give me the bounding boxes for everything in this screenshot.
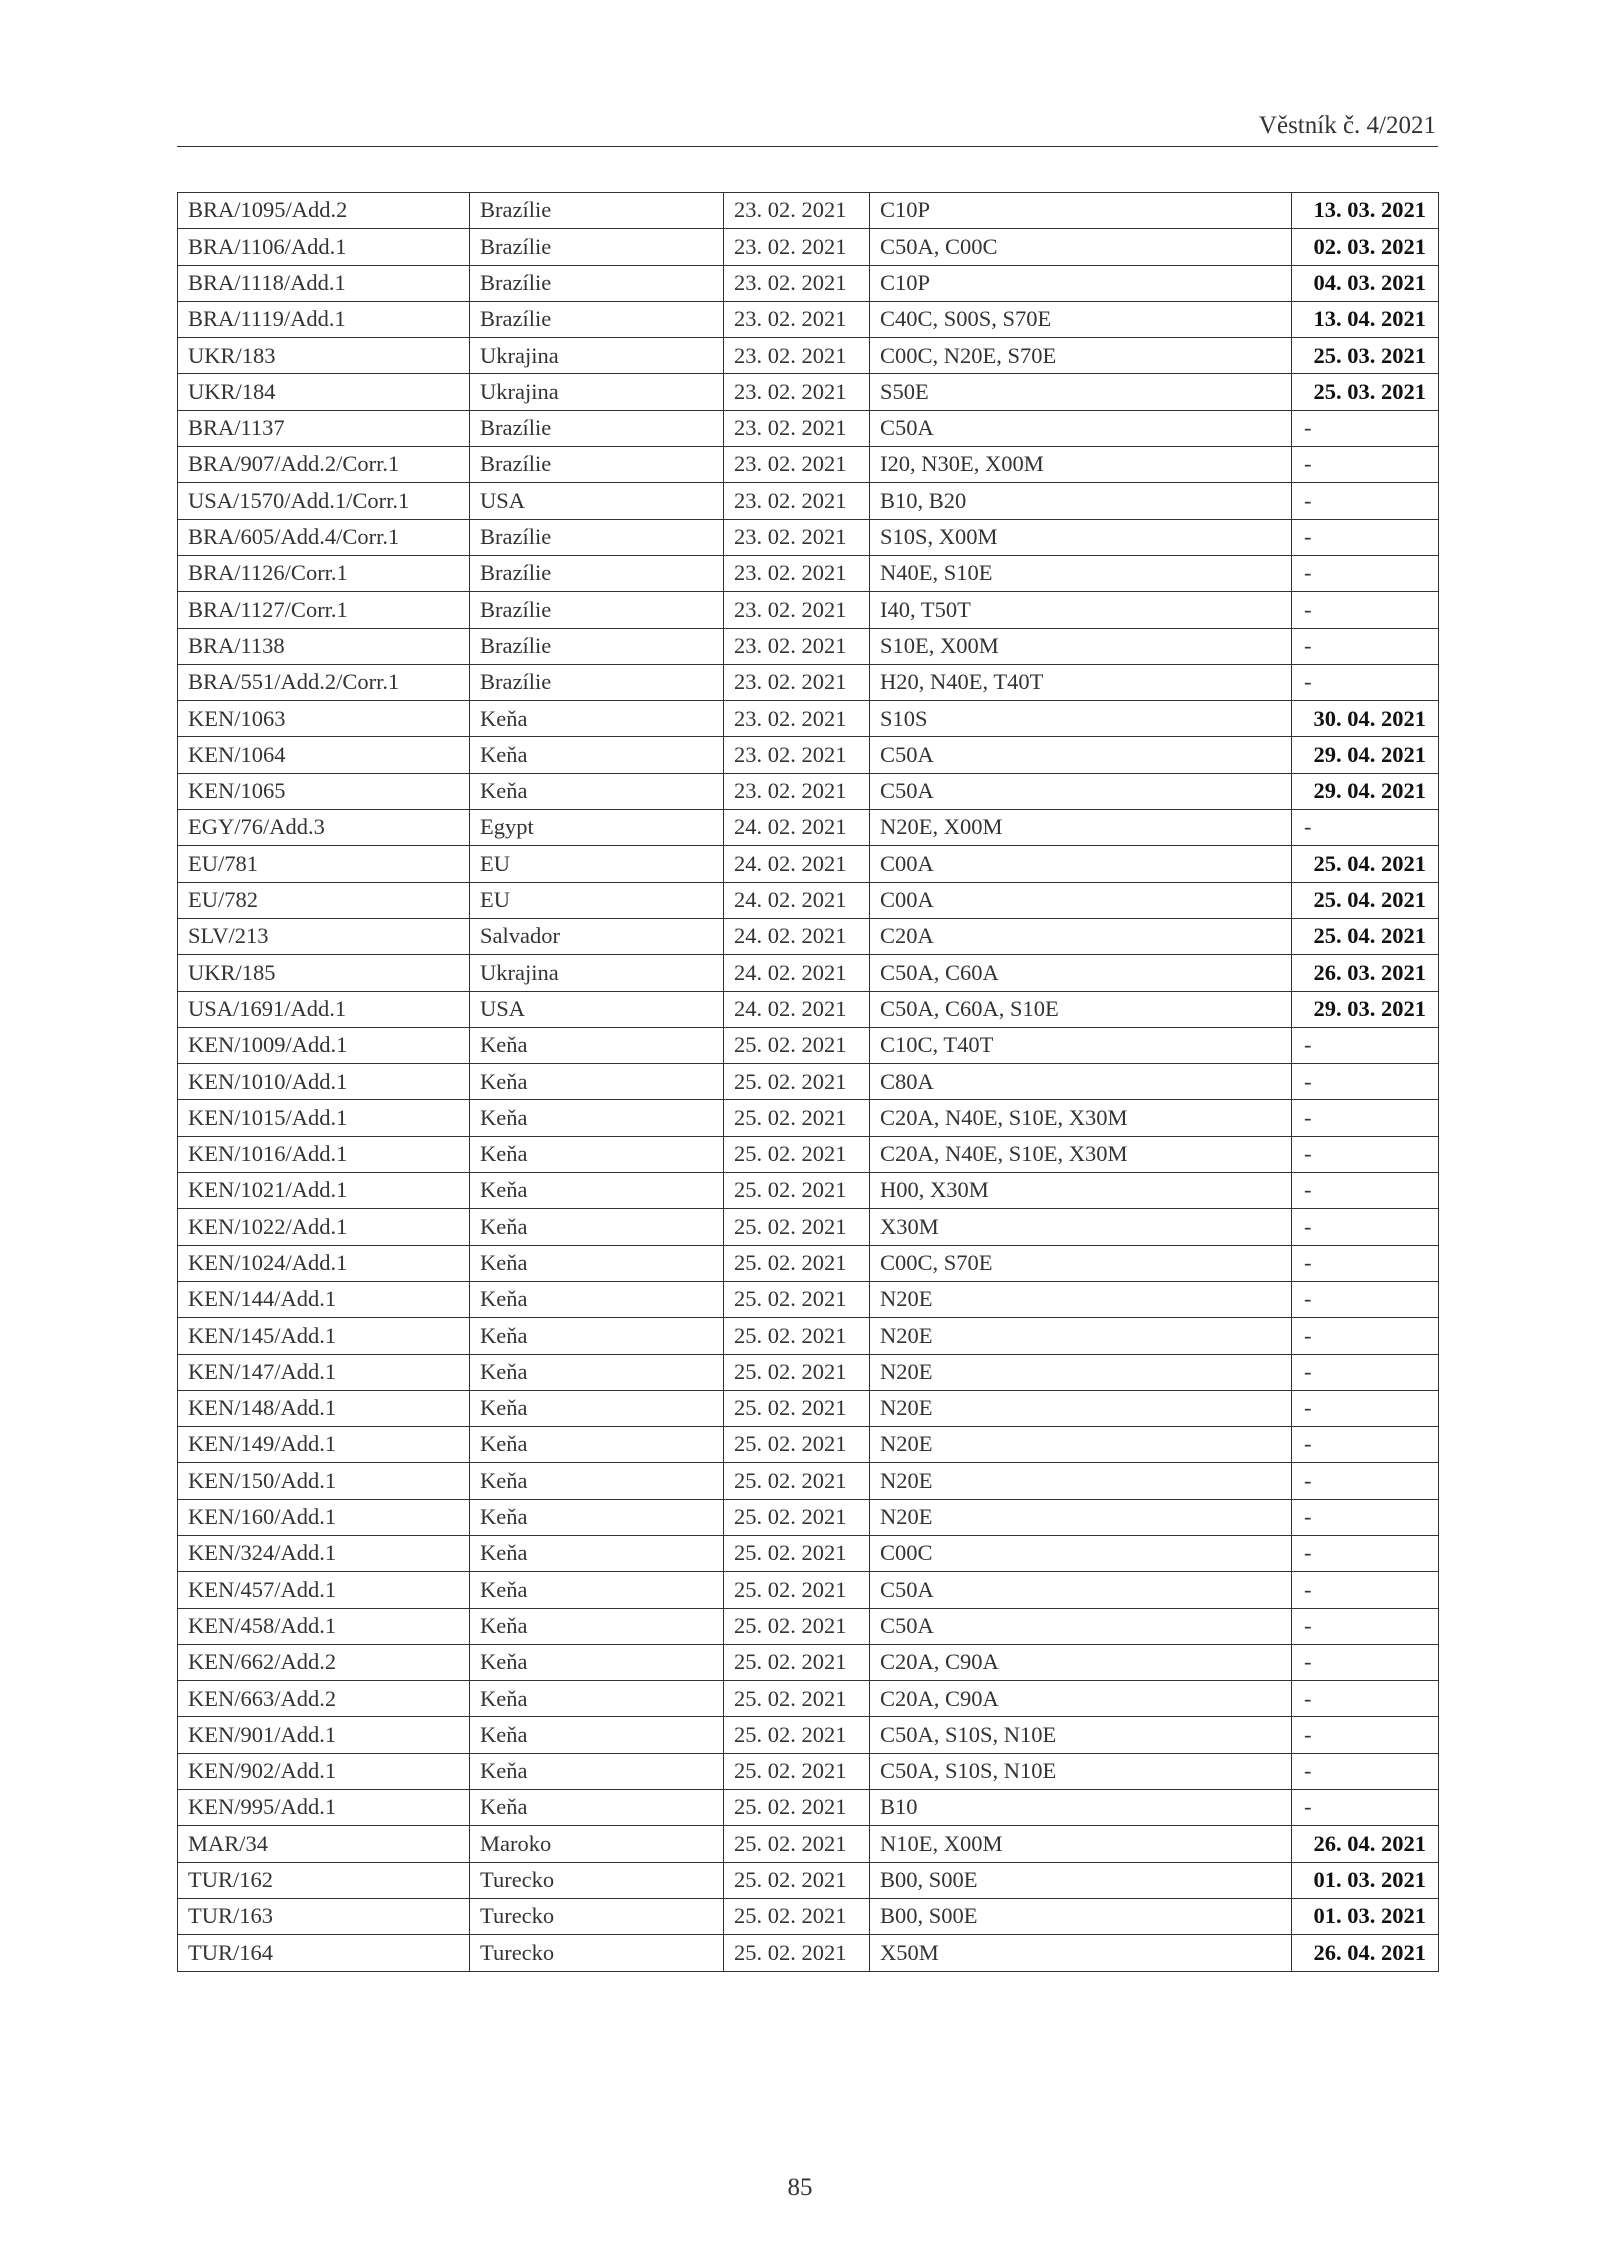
notification-date-cell: 25. 02. 2021 — [724, 1064, 870, 1100]
table-row — [178, 1753, 1439, 1789]
table-row — [178, 1608, 1439, 1644]
product-code-cell: S10S, X00M — [870, 519, 1292, 555]
notification-number-cell: KEN/144/Add.1 — [178, 1281, 470, 1317]
product-code-cell: C50A, C00C — [870, 229, 1292, 265]
table-row — [178, 1245, 1439, 1281]
deadline-cell: - — [1292, 410, 1439, 446]
notification-number-cell: UKR/185 — [178, 955, 470, 991]
product-code-cell: C50A — [870, 1572, 1292, 1608]
notification-number-cell: BRA/1137 — [178, 410, 470, 446]
deadline-cell: 29. 04. 2021 — [1292, 737, 1439, 773]
notification-date-cell: 25. 02. 2021 — [724, 1100, 870, 1136]
table-row — [178, 955, 1439, 991]
notification-date-cell: 23. 02. 2021 — [724, 410, 870, 446]
product-code-cell: C00A — [870, 846, 1292, 882]
notification-number-cell: KEN/1063 — [178, 701, 470, 737]
deadline-cell: - — [1292, 519, 1439, 555]
table-row — [178, 1935, 1439, 1971]
country-cell: EU — [470, 846, 724, 882]
deadline-cell: 04. 03. 2021 — [1292, 265, 1439, 301]
notification-number-cell: KEN/1064 — [178, 737, 470, 773]
table-row — [178, 1390, 1439, 1426]
table-row — [178, 1862, 1439, 1898]
country-cell: Keňa — [470, 701, 724, 737]
deadline-cell: - — [1292, 1354, 1439, 1390]
table-row — [178, 664, 1439, 700]
country-cell: Keňa — [470, 1753, 724, 1789]
product-code-cell: C40C, S00S, S70E — [870, 301, 1292, 337]
notification-number-cell: KEN/662/Add.2 — [178, 1644, 470, 1680]
notification-date-cell: 23. 02. 2021 — [724, 338, 870, 374]
notification-date-cell: 23. 02. 2021 — [724, 592, 870, 628]
table-row — [178, 1572, 1439, 1608]
country-cell: Keňa — [470, 1572, 724, 1608]
notification-number-cell: EU/782 — [178, 882, 470, 918]
country-cell: Brazílie — [470, 555, 724, 591]
table-row — [178, 628, 1439, 664]
product-code-cell: C20A, N40E, S10E, X30M — [870, 1100, 1292, 1136]
table-row — [178, 737, 1439, 773]
page-header — [177, 108, 1438, 147]
country-cell: Turecko — [470, 1898, 724, 1934]
notification-date-cell: 23. 02. 2021 — [724, 374, 870, 410]
product-code-cell: C50A — [870, 1608, 1292, 1644]
notification-number-cell: KEN/902/Add.1 — [178, 1753, 470, 1789]
country-cell: Keňa — [470, 1499, 724, 1535]
notification-date-cell: 25. 02. 2021 — [724, 1245, 870, 1281]
notification-number-cell: KEN/1021/Add.1 — [178, 1173, 470, 1209]
product-code-cell: N20E, X00M — [870, 810, 1292, 846]
product-code-cell: X30M — [870, 1209, 1292, 1245]
table-row — [178, 229, 1439, 265]
notification-date-cell: 23. 02. 2021 — [724, 701, 870, 737]
notification-number-cell: KEN/149/Add.1 — [178, 1427, 470, 1463]
country-cell: Brazílie — [470, 301, 724, 337]
notification-date-cell: 24. 02. 2021 — [724, 955, 870, 991]
notification-date-cell: 25. 02. 2021 — [724, 1281, 870, 1317]
table-row — [178, 1354, 1439, 1390]
product-code-cell: B10 — [870, 1790, 1292, 1826]
table-row — [178, 846, 1439, 882]
country-cell: Keňa — [470, 1463, 724, 1499]
country-cell: Brazílie — [470, 447, 724, 483]
page-number: 85 — [787, 2174, 813, 2201]
table-row — [178, 193, 1439, 229]
notification-date-cell: 25. 02. 2021 — [724, 1681, 870, 1717]
product-code-cell: N20E — [870, 1390, 1292, 1426]
notifications-table — [177, 192, 1439, 1972]
country-cell: Brazílie — [470, 410, 724, 446]
table-row — [178, 701, 1439, 737]
notification-date-cell: 23. 02. 2021 — [724, 483, 870, 519]
notification-date-cell: 25. 02. 2021 — [724, 1935, 870, 1971]
notification-number-cell: MAR/34 — [178, 1826, 470, 1862]
deadline-cell: 25. 03. 2021 — [1292, 338, 1439, 374]
country-cell: Brazílie — [470, 664, 724, 700]
country-cell: Egypt — [470, 810, 724, 846]
table-row — [178, 1027, 1439, 1063]
table-row — [178, 519, 1439, 555]
country-cell: Turecko — [470, 1935, 724, 1971]
deadline-cell: - — [1292, 1281, 1439, 1317]
notification-number-cell: EU/781 — [178, 846, 470, 882]
deadline-cell: - — [1292, 1100, 1439, 1136]
country-cell: Ukrajina — [470, 374, 724, 410]
notification-date-cell: 25. 02. 2021 — [724, 1826, 870, 1862]
notification-date-cell: 25. 02. 2021 — [724, 1753, 870, 1789]
product-code-cell: C20A — [870, 918, 1292, 954]
country-cell: Brazílie — [470, 229, 724, 265]
product-code-cell: C50A, S10S, N10E — [870, 1717, 1292, 1753]
country-cell: Keňa — [470, 1681, 724, 1717]
notification-number-cell: KEN/1022/Add.1 — [178, 1209, 470, 1245]
country-cell: Ukrajina — [470, 955, 724, 991]
deadline-cell: - — [1292, 1499, 1439, 1535]
deadline-cell: - — [1292, 1064, 1439, 1100]
table-row — [178, 1790, 1439, 1826]
table-row — [178, 1136, 1439, 1172]
notification-date-cell: 23. 02. 2021 — [724, 628, 870, 664]
deadline-cell: 25. 04. 2021 — [1292, 882, 1439, 918]
product-code-cell: C20A, N40E, S10E, X30M — [870, 1136, 1292, 1172]
notification-number-cell: KEN/145/Add.1 — [178, 1318, 470, 1354]
table-row — [178, 1717, 1439, 1753]
country-cell: EU — [470, 882, 724, 918]
country-cell: Keňa — [470, 1064, 724, 1100]
notification-number-cell: BRA/1127/Corr.1 — [178, 592, 470, 628]
table-row — [178, 1318, 1439, 1354]
notification-number-cell: BRA/1095/Add.2 — [178, 193, 470, 229]
deadline-cell: 26. 04. 2021 — [1292, 1826, 1439, 1862]
country-cell: Keňa — [470, 773, 724, 809]
country-cell: Maroko — [470, 1826, 724, 1862]
notification-date-cell: 23. 02. 2021 — [724, 737, 870, 773]
product-code-cell: C50A — [870, 773, 1292, 809]
deadline-cell: 02. 03. 2021 — [1292, 229, 1439, 265]
product-code-cell: N20E — [870, 1318, 1292, 1354]
deadline-cell: 13. 03. 2021 — [1292, 193, 1439, 229]
country-cell: Keňa — [470, 1318, 724, 1354]
notification-number-cell: KEN/1016/Add.1 — [178, 1136, 470, 1172]
deadline-cell: - — [1292, 483, 1439, 519]
country-cell: Keňa — [470, 1390, 724, 1426]
product-code-cell: C00C, S70E — [870, 1245, 1292, 1281]
product-code-cell: N20E — [870, 1499, 1292, 1535]
notification-number-cell: KEN/324/Add.1 — [178, 1535, 470, 1571]
product-code-cell: N20E — [870, 1281, 1292, 1317]
product-code-cell: I20, N30E, X00M — [870, 447, 1292, 483]
notification-number-cell: BRA/907/Add.2/Corr.1 — [178, 447, 470, 483]
notification-number-cell: USA/1570/Add.1/Corr.1 — [178, 483, 470, 519]
deadline-cell: - — [1292, 1535, 1439, 1571]
country-cell: Keňa — [470, 1100, 724, 1136]
notification-number-cell: BRA/1119/Add.1 — [178, 301, 470, 337]
table-body — [178, 193, 1439, 1972]
deadline-cell: 29. 04. 2021 — [1292, 773, 1439, 809]
table-row — [178, 1064, 1439, 1100]
notification-date-cell: 23. 02. 2021 — [724, 664, 870, 700]
country-cell: Brazílie — [470, 193, 724, 229]
product-code-cell: S10S — [870, 701, 1292, 737]
product-code-cell: C50A, S10S, N10E — [870, 1753, 1292, 1789]
notification-date-cell: 24. 02. 2021 — [724, 882, 870, 918]
notification-number-cell: KEN/1015/Add.1 — [178, 1100, 470, 1136]
country-cell: Keňa — [470, 1608, 724, 1644]
deadline-cell: 26. 04. 2021 — [1292, 1935, 1439, 1971]
notification-date-cell: 25. 02. 2021 — [724, 1027, 870, 1063]
deadline-cell: - — [1292, 1681, 1439, 1717]
deadline-cell: - — [1292, 1644, 1439, 1680]
product-code-cell: C10P — [870, 193, 1292, 229]
notification-number-cell: UKR/183 — [178, 338, 470, 374]
notification-date-cell: 25. 02. 2021 — [724, 1535, 870, 1571]
notification-date-cell: 24. 02. 2021 — [724, 991, 870, 1027]
deadline-cell: 13. 04. 2021 — [1292, 301, 1439, 337]
table-row — [178, 1173, 1439, 1209]
deadline-cell: - — [1292, 1753, 1439, 1789]
notification-date-cell: 23. 02. 2021 — [724, 555, 870, 591]
table-row — [178, 773, 1439, 809]
country-cell: Keňa — [470, 1717, 724, 1753]
product-code-cell: C50A, C60A, S10E — [870, 991, 1292, 1027]
notification-date-cell: 25. 02. 2021 — [724, 1608, 870, 1644]
deadline-cell: - — [1292, 1318, 1439, 1354]
table-row — [178, 265, 1439, 301]
deadline-cell: - — [1292, 1027, 1439, 1063]
product-code-cell: N20E — [870, 1354, 1292, 1390]
table-row — [178, 882, 1439, 918]
notification-number-cell: KEN/150/Add.1 — [178, 1463, 470, 1499]
product-code-cell: C00C — [870, 1535, 1292, 1571]
table-row — [178, 447, 1439, 483]
notification-number-cell: BRA/1138 — [178, 628, 470, 664]
country-cell: Keňa — [470, 1173, 724, 1209]
country-cell: Salvador — [470, 918, 724, 954]
deadline-cell: - — [1292, 1572, 1439, 1608]
country-cell: Brazílie — [470, 592, 724, 628]
notification-date-cell: 23. 02. 2021 — [724, 447, 870, 483]
deadline-cell: 29. 03. 2021 — [1292, 991, 1439, 1027]
country-cell: Keňa — [470, 1354, 724, 1390]
notification-date-cell: 23. 02. 2021 — [724, 301, 870, 337]
deadline-cell: - — [1292, 555, 1439, 591]
notification-date-cell: 25. 02. 2021 — [724, 1862, 870, 1898]
country-cell: Brazílie — [470, 265, 724, 301]
country-cell: Brazílie — [470, 628, 724, 664]
product-code-cell: C10P — [870, 265, 1292, 301]
country-cell: Keňa — [470, 1209, 724, 1245]
product-code-cell: N20E — [870, 1463, 1292, 1499]
notification-number-cell: KEN/1024/Add.1 — [178, 1245, 470, 1281]
deadline-cell: - — [1292, 592, 1439, 628]
product-code-cell: S50E — [870, 374, 1292, 410]
product-code-cell: H00, X30M — [870, 1173, 1292, 1209]
deadline-cell: 25. 04. 2021 — [1292, 918, 1439, 954]
notification-number-cell: BRA/1118/Add.1 — [178, 265, 470, 301]
notification-date-cell: 25. 02. 2021 — [724, 1427, 870, 1463]
deadline-cell: 30. 04. 2021 — [1292, 701, 1439, 737]
table-row — [178, 918, 1439, 954]
notification-number-cell: UKR/184 — [178, 374, 470, 410]
product-code-cell: C20A, C90A — [870, 1681, 1292, 1717]
country-cell: Keňa — [470, 1245, 724, 1281]
table-row — [178, 810, 1439, 846]
deadline-cell: - — [1292, 1463, 1439, 1499]
deadline-cell: - — [1292, 1717, 1439, 1753]
table-row — [178, 1826, 1439, 1862]
notification-number-cell: TUR/164 — [178, 1935, 470, 1971]
notification-number-cell: KEN/1010/Add.1 — [178, 1064, 470, 1100]
deadline-cell: 25. 03. 2021 — [1292, 374, 1439, 410]
notification-date-cell: 24. 02. 2021 — [724, 918, 870, 954]
notification-number-cell: KEN/458/Add.1 — [178, 1608, 470, 1644]
notification-number-cell: TUR/163 — [178, 1898, 470, 1934]
notification-date-cell: 25. 02. 2021 — [724, 1717, 870, 1753]
product-code-cell: B00, S00E — [870, 1862, 1292, 1898]
table-row — [178, 592, 1439, 628]
table-row — [178, 1281, 1439, 1317]
notification-number-cell: BRA/551/Add.2/Corr.1 — [178, 664, 470, 700]
product-code-cell: C20A, C90A — [870, 1644, 1292, 1680]
deadline-cell: - — [1292, 1209, 1439, 1245]
notification-date-cell: 23. 02. 2021 — [724, 229, 870, 265]
product-code-cell: C80A — [870, 1064, 1292, 1100]
product-code-cell: B00, S00E — [870, 1898, 1292, 1934]
product-code-cell: N20E — [870, 1427, 1292, 1463]
notification-number-cell: KEN/663/Add.2 — [178, 1681, 470, 1717]
notification-date-cell: 24. 02. 2021 — [724, 810, 870, 846]
product-code-cell: C50A, C60A — [870, 955, 1292, 991]
notification-date-cell: 25. 02. 2021 — [724, 1790, 870, 1826]
table-row — [178, 410, 1439, 446]
product-code-cell: S10E, X00M — [870, 628, 1292, 664]
notification-number-cell: BRA/1126/Corr.1 — [178, 555, 470, 591]
product-code-cell: C50A — [870, 410, 1292, 446]
deadline-cell: 26. 03. 2021 — [1292, 955, 1439, 991]
deadline-cell: - — [1292, 447, 1439, 483]
notification-date-cell: 23. 02. 2021 — [724, 265, 870, 301]
country-cell: USA — [470, 483, 724, 519]
country-cell: Keňa — [470, 1027, 724, 1063]
notification-number-cell: USA/1691/Add.1 — [178, 991, 470, 1027]
notification-date-cell: 25. 02. 2021 — [724, 1644, 870, 1680]
table-row — [178, 301, 1439, 337]
table-row — [178, 1898, 1439, 1934]
notification-date-cell: 25. 02. 2021 — [724, 1499, 870, 1535]
table-row — [178, 1100, 1439, 1136]
product-code-cell: C00A — [870, 882, 1292, 918]
notification-date-cell: 25. 02. 2021 — [724, 1390, 870, 1426]
notification-number-cell: KEN/1065 — [178, 773, 470, 809]
deadline-cell: 25. 04. 2021 — [1292, 846, 1439, 882]
notification-date-cell: 25. 02. 2021 — [724, 1173, 870, 1209]
deadline-cell: - — [1292, 1390, 1439, 1426]
table-row — [178, 1499, 1439, 1535]
notification-date-cell: 25. 02. 2021 — [724, 1318, 870, 1354]
country-cell: Keňa — [470, 737, 724, 773]
table-row — [178, 1427, 1439, 1463]
deadline-cell: - — [1292, 1136, 1439, 1172]
country-cell: Turecko — [470, 1862, 724, 1898]
table-row — [178, 338, 1439, 374]
product-code-cell: N10E, X00M — [870, 1826, 1292, 1862]
table-row — [178, 1681, 1439, 1717]
table-row — [178, 1463, 1439, 1499]
table-row — [178, 1644, 1439, 1680]
country-cell: USA — [470, 991, 724, 1027]
table-row — [178, 555, 1439, 591]
notification-number-cell: BRA/605/Add.4/Corr.1 — [178, 519, 470, 555]
country-cell: Keňa — [470, 1535, 724, 1571]
product-code-cell: I40, T50T — [870, 592, 1292, 628]
notification-date-cell: 25. 02. 2021 — [724, 1898, 870, 1934]
deadline-cell: - — [1292, 664, 1439, 700]
deadline-cell: 01. 03. 2021 — [1292, 1898, 1439, 1934]
table-row — [178, 483, 1439, 519]
table-row — [178, 991, 1439, 1027]
product-code-cell: C10C, T40T — [870, 1027, 1292, 1063]
deadline-cell: - — [1292, 628, 1439, 664]
notification-number-cell: KEN/995/Add.1 — [178, 1790, 470, 1826]
country-cell: Keňa — [470, 1281, 724, 1317]
product-code-cell: X50M — [870, 1935, 1292, 1971]
table-row — [178, 1535, 1439, 1571]
deadline-cell: - — [1292, 1173, 1439, 1209]
notification-date-cell: 24. 02. 2021 — [724, 846, 870, 882]
table-row — [178, 374, 1439, 410]
deadline-cell: 01. 03. 2021 — [1292, 1862, 1439, 1898]
notification-number-cell: KEN/1009/Add.1 — [178, 1027, 470, 1063]
notification-number-cell: KEN/457/Add.1 — [178, 1572, 470, 1608]
notification-date-cell: 25. 02. 2021 — [724, 1209, 870, 1245]
country-cell: Keňa — [470, 1644, 724, 1680]
header-title: Věstník č. 4/2021 — [1258, 112, 1436, 139]
country-cell: Keňa — [470, 1136, 724, 1172]
notification-date-cell: 23. 02. 2021 — [724, 773, 870, 809]
product-code-cell: B10, B20 — [870, 483, 1292, 519]
notification-date-cell: 25. 02. 2021 — [724, 1354, 870, 1390]
deadline-cell: - — [1292, 1608, 1439, 1644]
deadline-cell: - — [1292, 1245, 1439, 1281]
notification-number-cell: KEN/160/Add.1 — [178, 1499, 470, 1535]
country-cell: Keňa — [470, 1427, 724, 1463]
notification-number-cell: EGY/76/Add.3 — [178, 810, 470, 846]
product-code-cell: H20, N40E, T40T — [870, 664, 1292, 700]
country-cell: Keňa — [470, 1790, 724, 1826]
notification-date-cell: 25. 02. 2021 — [724, 1463, 870, 1499]
notification-number-cell: TUR/162 — [178, 1862, 470, 1898]
table-row — [178, 1209, 1439, 1245]
notification-number-cell: KEN/147/Add.1 — [178, 1354, 470, 1390]
product-code-cell: N40E, S10E — [870, 555, 1292, 591]
notification-number-cell: SLV/213 — [178, 918, 470, 954]
deadline-cell: - — [1292, 810, 1439, 846]
notification-number-cell: KEN/148/Add.1 — [178, 1390, 470, 1426]
notification-date-cell: 23. 02. 2021 — [724, 193, 870, 229]
deadline-cell: - — [1292, 1427, 1439, 1463]
notification-date-cell: 25. 02. 2021 — [724, 1136, 870, 1172]
notification-number-cell: BRA/1106/Add.1 — [178, 229, 470, 265]
product-code-cell: C50A — [870, 737, 1292, 773]
notification-date-cell: 25. 02. 2021 — [724, 1572, 870, 1608]
deadline-cell: - — [1292, 1790, 1439, 1826]
country-cell: Brazílie — [470, 519, 724, 555]
notification-number-cell: KEN/901/Add.1 — [178, 1717, 470, 1753]
product-code-cell: C00C, N20E, S70E — [870, 338, 1292, 374]
notification-date-cell: 23. 02. 2021 — [724, 519, 870, 555]
country-cell: Ukrajina — [470, 338, 724, 374]
